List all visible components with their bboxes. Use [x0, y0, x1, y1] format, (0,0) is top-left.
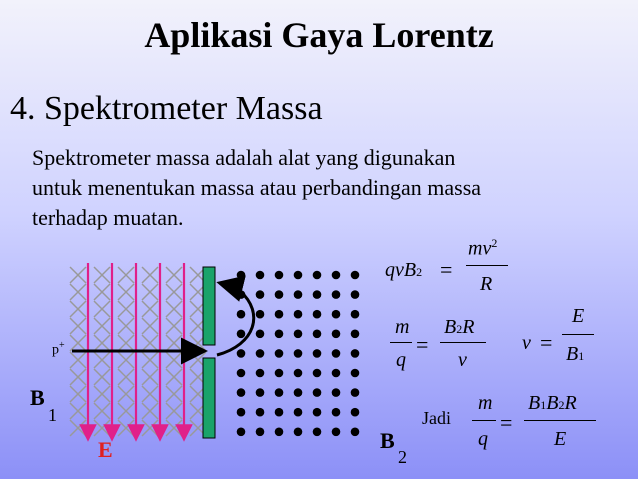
cross-mark [118, 284, 134, 300]
cross-mark [166, 335, 182, 351]
eq1-numerator: $mv^2$ [468, 236, 498, 260]
field-dot [275, 330, 284, 339]
cross-mark [142, 420, 158, 436]
field-dot [237, 408, 246, 417]
cross-mark [166, 267, 182, 283]
eq4-numerator: m [478, 392, 493, 414]
cross-mark [166, 386, 182, 402]
eq3-numerator: E [572, 305, 585, 327]
b1-subscript: 1 [48, 405, 57, 425]
upper-plate [203, 267, 215, 345]
eq2-rhs-fraction-bar [440, 342, 486, 343]
cross-mark [118, 403, 134, 419]
field-dot [351, 349, 360, 358]
slide-title: Aplikasi Gaya Lorentz [144, 15, 494, 55]
field-dot [237, 369, 246, 378]
field-dot [275, 349, 284, 358]
field-dot [294, 330, 303, 339]
field-dot [313, 388, 322, 397]
field-dot [351, 388, 360, 397]
field-dot [237, 428, 246, 437]
eq4-fraction-bar [472, 420, 496, 421]
field-dot [294, 369, 303, 378]
cross-mark [118, 386, 134, 402]
field-dot [313, 349, 322, 358]
cross-mark [118, 352, 134, 368]
cross-mark [118, 369, 134, 385]
cross-mark [70, 386, 86, 402]
cross-mark [94, 284, 110, 300]
cross-mark [70, 369, 86, 385]
cross-mark [70, 267, 86, 283]
field-dot [313, 428, 322, 437]
eq4-rhs-denominator: E [554, 428, 567, 450]
field-dot [313, 310, 322, 319]
field-dot [275, 310, 284, 319]
eq2-fraction-bar [390, 342, 412, 343]
field-dot [237, 349, 246, 358]
lower-plate [203, 358, 215, 438]
cross-mark [94, 301, 110, 317]
field-dot [294, 271, 303, 280]
cross-mark [94, 352, 110, 368]
cross-mark [166, 352, 182, 368]
field-dot [275, 290, 284, 299]
eq4-rhs-numerator: B1B2R [528, 392, 577, 414]
field-dot [294, 290, 303, 299]
field-dot [237, 330, 246, 339]
cross-mark [118, 318, 134, 334]
cross-mark [94, 369, 110, 385]
cross-mark [70, 301, 86, 317]
field-dot [332, 408, 341, 417]
eq2-rhs-denominator: v [458, 349, 467, 371]
field-dot [256, 290, 265, 299]
circular-path-arrow [217, 285, 254, 355]
eq2-rhs-numerator: B2R [444, 316, 475, 338]
field-dot [332, 369, 341, 378]
cross-mark [142, 284, 158, 300]
cross-mark [166, 284, 182, 300]
eq1-equals: = [440, 257, 453, 282]
field-dot [256, 388, 265, 397]
field-dot [351, 271, 360, 280]
field-dot [351, 290, 360, 299]
cross-mark [70, 352, 86, 368]
field-dot [313, 290, 322, 299]
field-dot [332, 290, 341, 299]
description-line-1: Spektrometer massa adalah alat yang digunakan [32, 145, 456, 170]
cross-mark [70, 284, 86, 300]
eq4-jadi-label: Jadi [422, 408, 451, 428]
field-dot [256, 310, 265, 319]
cross-mark [94, 386, 110, 402]
eq1-lhs: qvB2 [385, 259, 423, 281]
cross-mark [142, 352, 158, 368]
eq3-lhs: v [522, 332, 531, 354]
eq3-fraction-bar [562, 334, 594, 335]
field-dot [313, 369, 322, 378]
field-dot [275, 408, 284, 417]
cross-mark [142, 318, 158, 334]
field-dot [294, 388, 303, 397]
field-dot [332, 310, 341, 319]
section-heading: 4. Spektrometer Massa [10, 90, 323, 127]
eq1-denominator: R [480, 273, 493, 295]
field-dot [332, 330, 341, 339]
field-dot [351, 310, 360, 319]
field-dot [256, 349, 265, 358]
cross-mark [166, 369, 182, 385]
cross-mark [142, 335, 158, 351]
field-dot [256, 271, 265, 280]
eq1-fraction-bar [466, 265, 508, 266]
field-dot [237, 388, 246, 397]
eq4-rhs-fraction-bar [524, 420, 596, 421]
field-dot [256, 428, 265, 437]
field-dot [332, 271, 341, 280]
b1-label: B [30, 385, 45, 410]
field-dot [313, 408, 322, 417]
field-dot [275, 428, 284, 437]
eq2-equals: = [416, 332, 429, 357]
cross-mark [142, 369, 158, 385]
field-dot [237, 271, 246, 280]
cross-mark [94, 420, 110, 436]
cross-mark [94, 335, 110, 351]
cross-mark [70, 318, 86, 334]
cross-mark [70, 335, 86, 351]
field-dot [294, 428, 303, 437]
mass-spectrometer-diagram [0, 255, 380, 470]
field-dot [256, 408, 265, 417]
cross-mark [118, 267, 134, 283]
field-dot [256, 369, 265, 378]
cross-mark [142, 386, 158, 402]
eq2-numerator: m [395, 316, 410, 338]
cross-mark [166, 403, 182, 419]
field-dot [237, 310, 246, 319]
field-dot [256, 330, 265, 339]
field-dot [332, 388, 341, 397]
cross-mark [118, 420, 134, 436]
field-dot [332, 428, 341, 437]
field-dot [351, 369, 360, 378]
particle-label: p+ [52, 340, 65, 358]
cross-mark [142, 403, 158, 419]
cross-mark [118, 301, 134, 317]
b2-label: B [380, 428, 395, 453]
cross-mark [70, 403, 86, 419]
cross-mark [166, 318, 182, 334]
field-dot [275, 388, 284, 397]
field-dot [275, 271, 284, 280]
efield-label: E [98, 437, 113, 462]
field-dot [351, 330, 360, 339]
cross-mark [142, 301, 158, 317]
field-dot [294, 408, 303, 417]
eq4-equals: = [500, 410, 513, 435]
cross-mark [94, 267, 110, 283]
field-dot [313, 330, 322, 339]
field-dot [332, 349, 341, 358]
field-dot [313, 271, 322, 280]
field-dot [275, 369, 284, 378]
field-dot [294, 310, 303, 319]
cross-mark [94, 318, 110, 334]
eq3-denominator: B1 [566, 343, 585, 365]
eq4-denominator: q [478, 428, 488, 450]
cross-mark [70, 420, 86, 436]
cross-mark [94, 403, 110, 419]
description-line-3: terhadap muatan. [32, 205, 184, 230]
field-dot [351, 428, 360, 437]
cross-mark [166, 301, 182, 317]
eq2-denominator: q [396, 349, 406, 371]
description-line-2: untuk menentukan massa atau perbandingan massa [32, 175, 482, 200]
magnetic-field-b2-dots [237, 271, 360, 436]
cross-mark [142, 267, 158, 283]
cross-mark [118, 335, 134, 351]
field-dot [351, 408, 360, 417]
b2-subscript: 2 [398, 447, 407, 467]
eq3-equals: = [540, 330, 553, 355]
field-dot [294, 349, 303, 358]
cross-mark [166, 420, 182, 436]
